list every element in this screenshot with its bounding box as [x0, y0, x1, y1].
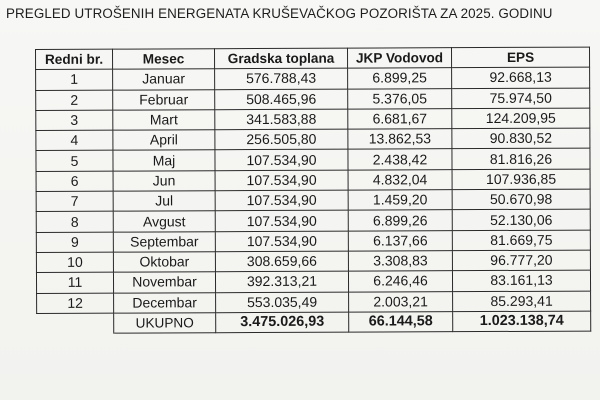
table-row — [36, 108, 590, 131]
cell-month: Novembar — [113, 272, 215, 293]
cell-number: 3 — [36, 110, 113, 131]
column-header-month: Mesec — [113, 49, 215, 70]
cell-water: 6.899,26 — [348, 210, 452, 231]
cell-water: 2.438,42 — [348, 149, 452, 170]
cell-month: Oktobar — [113, 252, 215, 273]
cell-number: 10 — [36, 252, 113, 273]
table-row — [36, 209, 590, 232]
table-row — [36, 88, 590, 111]
cell-month: Februar — [113, 89, 215, 110]
cell-month: Jul — [113, 191, 215, 212]
cell-month: Mart — [113, 110, 215, 131]
cell-heating: 107.534,90 — [215, 231, 348, 252]
cell-electricity: 81.816,26 — [452, 149, 590, 170]
cell-water: 6.246,46 — [348, 271, 452, 292]
cell-number: 12 — [37, 293, 114, 314]
cell-electricity: 81.669,75 — [452, 230, 590, 251]
cell-month: Maj — [113, 150, 215, 171]
table-row — [37, 291, 591, 314]
column-header-water: JKP Vodovod — [347, 48, 451, 69]
table-row — [36, 128, 590, 151]
cell-water: 2.003,21 — [349, 291, 453, 312]
total-row — [37, 311, 591, 334]
table-row — [36, 67, 590, 90]
cell-electricity: 96.777,20 — [452, 250, 590, 271]
cell-month: Januar — [113, 69, 215, 90]
cell-water: 6.681,67 — [348, 109, 452, 130]
table-row — [36, 230, 590, 253]
cell-heating: 107.534,90 — [215, 150, 348, 171]
cell-electricity: 50.670,98 — [452, 189, 590, 210]
cell-heating: 553.035,49 — [216, 292, 349, 313]
cell-water: 1.459,20 — [348, 190, 452, 211]
cell-electricity: 124.209,95 — [452, 108, 590, 129]
cell-heating: 107.534,90 — [215, 211, 348, 232]
cell-electricity: 52.130,06 — [452, 209, 590, 230]
document-title: PREGLED UTROŠENIH ENERGENATA KRUŠEVAČKOG POZORIŠTA ZA 2025. GODINU — [6, 6, 553, 21]
table-row — [36, 149, 590, 172]
table-row — [36, 169, 590, 192]
cell-heating: 107.534,90 — [215, 170, 348, 191]
column-header-number: Redni br. — [36, 49, 113, 70]
total-heating: 3.475.026,93 — [216, 312, 349, 333]
cell-number: 11 — [36, 272, 113, 293]
cell-electricity: 85.293,41 — [453, 291, 591, 312]
energy-consumption-table — [35, 47, 591, 335]
cell-number: 6 — [36, 171, 113, 192]
table-body — [36, 67, 591, 313]
cell-heating: 392.313,21 — [215, 271, 348, 292]
total-label: UKUPNO — [114, 313, 216, 334]
column-header-electricity: EPS — [451, 47, 589, 68]
column-header-heating: Gradska toplana — [215, 48, 348, 69]
total-water: 66.144,58 — [349, 312, 453, 333]
cell-number: 2 — [36, 90, 113, 111]
cell-heating: 508.465,96 — [215, 89, 348, 110]
cell-electricity: 90.830,52 — [452, 128, 590, 149]
table-row — [36, 189, 590, 212]
cell-month: Jun — [113, 170, 215, 191]
cell-electricity: 83.161,13 — [452, 270, 590, 291]
cell-month: Septembar — [113, 231, 215, 252]
cell-water: 6.899,25 — [348, 68, 452, 89]
cell-water: 3.308,83 — [348, 251, 452, 272]
cell-number: 4 — [36, 130, 113, 151]
table-row — [36, 250, 590, 273]
cell-number: 1 — [36, 69, 113, 90]
cell-heating: 576.788,43 — [215, 68, 348, 89]
cell-number: 5 — [36, 151, 113, 172]
cell-water: 13.862,53 — [348, 129, 452, 150]
table-row — [36, 270, 590, 293]
cell-number: 8 — [36, 212, 113, 233]
cell-electricity: 92.668,13 — [452, 67, 590, 88]
cell-month: Decembar — [114, 292, 216, 313]
cell-electricity: 75.974,50 — [452, 88, 590, 109]
cell-water: 4.832,04 — [348, 169, 452, 190]
cell-number: 9 — [36, 232, 113, 253]
cell-electricity: 107.936,85 — [452, 169, 590, 190]
cell-heating: 256.505,80 — [215, 129, 348, 150]
cell-month: Avgust — [113, 211, 215, 232]
cell-heating: 308.659,66 — [215, 251, 348, 272]
table-header-row — [36, 47, 590, 70]
cell-number: 7 — [36, 191, 113, 212]
cell-water: 6.137,66 — [348, 230, 452, 251]
cell-heating: 107.534,90 — [215, 190, 348, 211]
total-electricity: 1.023.138,74 — [453, 311, 591, 332]
total-blank-cell — [37, 313, 114, 334]
cell-heating: 341.583,88 — [215, 109, 348, 130]
cell-month: April — [113, 130, 215, 151]
cell-water: 5.376,05 — [348, 88, 452, 109]
